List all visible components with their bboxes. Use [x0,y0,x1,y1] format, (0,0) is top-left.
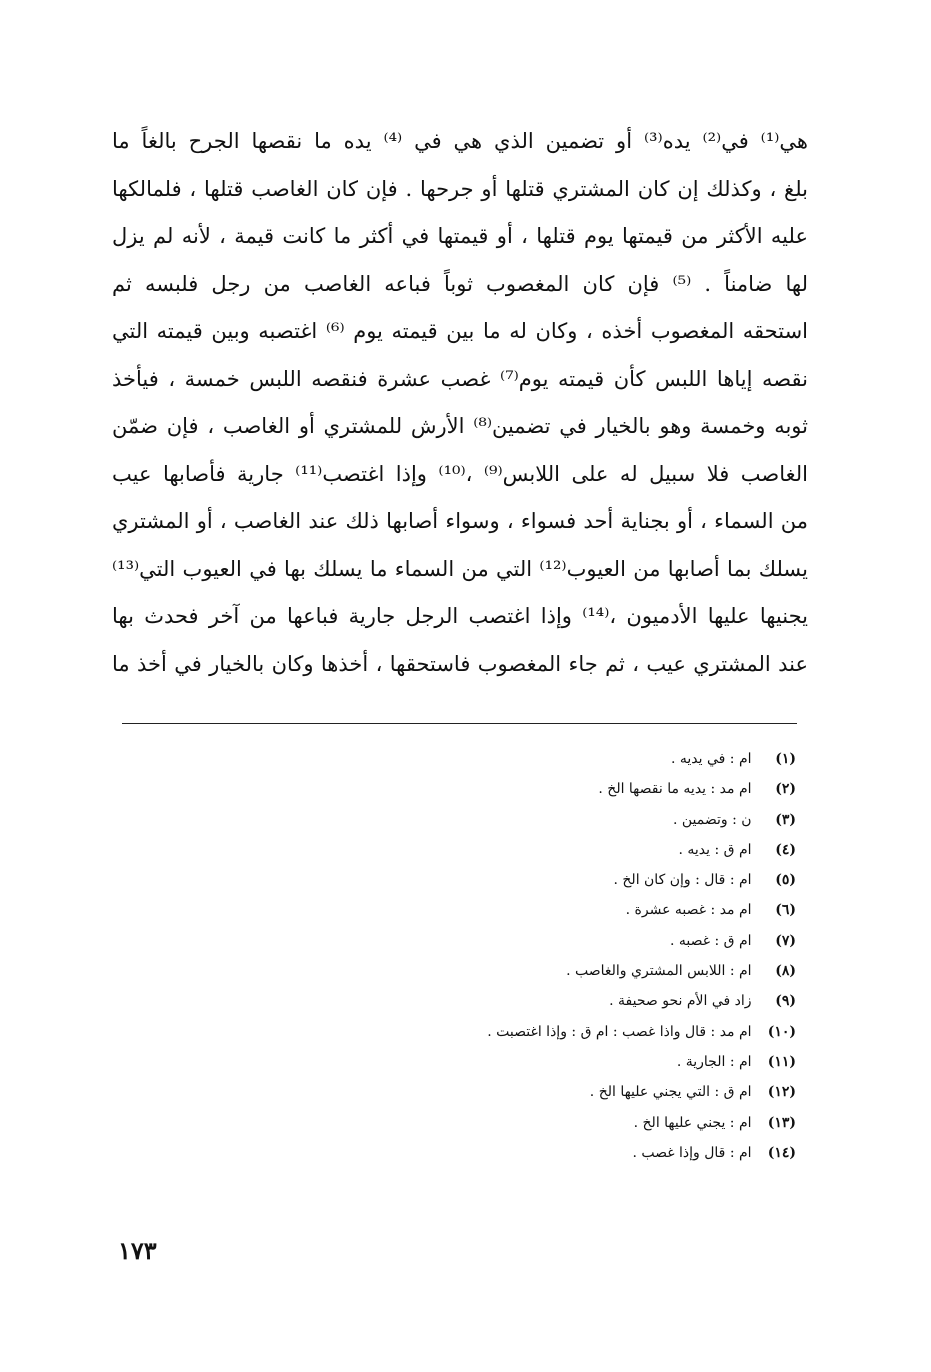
footnote-text: ام : اللابس المشتري والغاصب . [566,963,752,980]
footnote-text: ام مد : قال واذا غصب : ام ق : وإذا اغتصبت . [487,1023,752,1040]
footnote-text: ام : في يديه . [671,751,752,767]
footnote-number: (٧) [775,932,796,949]
footnote-item [276,865,796,895]
text-line: لها ضامناً . ⁽⁵⁾ فإن كان المغصوب ثوباً فباعه الغاصب من رجل فلبسه ثم [112,271,808,296]
footnote-number: (١٠) [767,1023,796,1040]
text-line: بلغ ، وكذلك إن كان المشتري قتلها أو جرحها . فإن كان الغاصب قتلها ، فلمالكها [112,176,808,201]
footnote-item [276,835,796,865]
footnote-number: (٦) [775,902,796,919]
footnote-number: (١٢) [767,1084,796,1101]
footnote-item [276,926,796,956]
footnote-number: (١١) [767,1053,796,1070]
page-number: ١٧٣ [118,1236,157,1265]
footnote-item [276,895,796,925]
text-line: يسلك بما أصابها من العيوب⁽¹²⁾ التي من السماء ما يسلك بها في العيوب التي⁽¹³⁾ [112,556,808,581]
footnote-number: (٢) [775,781,796,798]
text-line: عند المشتري عيب ، ثم جاء المغصوب فاستحقها ، أخذها وكان بالخيار في أخذ ما [112,651,808,676]
text-line: الغاصب فلا سبيل له على اللابس⁽⁹⁾ ،⁽¹⁰⁾ وإذا اغتصب⁽¹¹⁾ جارية فأصابها عيب [112,461,808,486]
footnote-text: ام ق : يديه . [678,841,752,858]
footnote-number: (٥) [775,872,796,889]
footnote-number: (٩) [775,993,796,1010]
text-line: يجنيها عليها الأدميون ،⁽¹⁴⁾ وإذا اغتصب الرجل جارية فباعها من آخر فحدث بها [112,604,808,628]
main-text-block [112,118,808,688]
footnote-number: (٤) [775,841,796,858]
footnote-item [276,1108,796,1138]
text-line: ثوبه وخمسة وهو بالخيار في تضمين⁽⁸⁾ الأرش للمشتري أو الغاصب ، فإن ضمّن [112,414,808,438]
footnote-item [276,986,796,1016]
footnote-item [276,1047,796,1077]
footnote-divider [122,723,797,724]
footnote-text: ام ق : التي يجني عليها الخ . [589,1084,752,1101]
text-line: عليه الأكثر من قيمتها يوم قتلها ، أو قيمتها في أكثر ما كانت قيمة ، لأنه لم يزل [112,224,808,248]
footnote-number: (٣) [775,811,796,828]
footnotes-list [276,744,796,1168]
footnote-text: ام : قال وإذا غصب . [632,1144,752,1161]
footnote-text: ام ق : غصبه . [669,932,752,949]
footnote-item [276,805,796,835]
footnote-text: ام مد : يديه ما نقصها الخ . [598,781,752,798]
footnote-text: ام : يجني عليها الخ . [633,1114,752,1131]
text-line: نقصه إياها اللبس كأن قيمته يوم⁽⁷⁾ غصب عشرة فنقصه اللبس خمسة ، فيأخذ [112,366,808,391]
footnote-item [276,1138,796,1168]
footnote-text: زاد في الأم نحو صحيفة . [609,993,752,1010]
footnote-item [276,956,796,986]
footnote-item [276,1077,796,1107]
footnote-text: ام مد : غصبه عشرة . [625,902,752,919]
footnote-number: (١٤) [767,1144,796,1161]
footnote-text: ام : قال : وإن كان الخ . [613,872,752,889]
footnote-number: (٨) [775,963,796,980]
footnote-item [276,744,796,774]
text-line: هي⁽¹⁾ في⁽²⁾ يده⁽³⁾ أو تضمين الذي هي في ⁽⁴⁾ يده ما نقصها الجرح بالغاً ما [112,129,808,153]
footnote-text: ام : الجارية . [676,1053,752,1070]
footnote-text: ن : وتضمين . [672,811,752,828]
text-line: استحقه المغصوب أخذه ، وكان له ما بين قيمته يوم ⁽⁶⁾ اغتصبه وبين قيمته التي [112,319,808,343]
footnote-item [276,1017,796,1047]
text-line: من السماء ، أو بجناية أحد فسواء ، وسواء أصابها ذلك عند الغاصب ، أو المشتري [112,509,808,533]
footnote-item [276,774,796,804]
footnote-number: (١) [775,751,796,767]
footnote-number: (١٣) [767,1114,796,1131]
